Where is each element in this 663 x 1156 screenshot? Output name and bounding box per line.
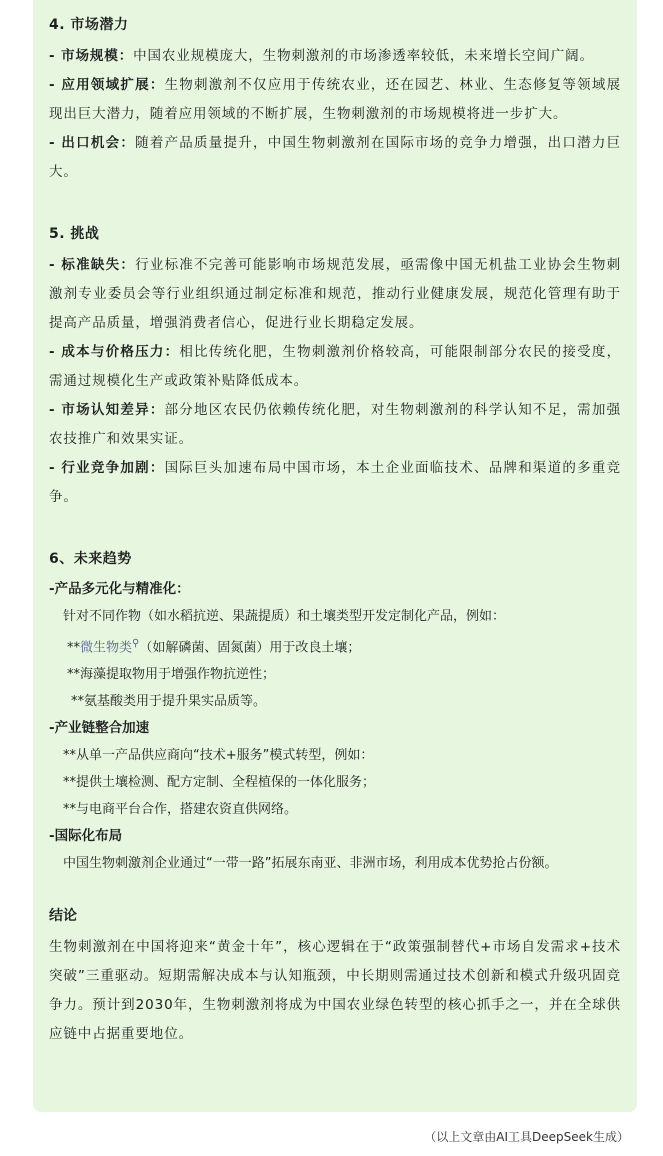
list-item bbox=[49, 454, 621, 512]
bullet-text: （如解磷菌、固氮菌）用于改良土壤； bbox=[139, 640, 361, 656]
bullet-prefix: ** bbox=[67, 640, 80, 656]
item-label: - 行业竞争加剧： bbox=[49, 460, 165, 476]
list-item bbox=[49, 251, 621, 338]
item-text: 部分地区农民仍依赖传统化肥，对生物刺激剂的科学认知不足，需加强农技推广和效果实证。 bbox=[49, 402, 621, 447]
conclusion-text: 生物刺激剂在中国将迎来“黄金十年”，核心逻辑在于“政策强制替代+市场自发需求+技术突破”三重驱动。短期需解决成本与认知瓶颈，中长期则需通过技术创新和模式升级巩固竞争力。预计到2030年，生物刺激剂将成为中国农业绿色转型的核心抓手之一，并在全球供应链中占据重要地位。 bbox=[49, 939, 621, 1043]
subsection-title: -国际化布局 bbox=[49, 828, 123, 845]
list-item bbox=[49, 71, 621, 129]
item-label: - 市场认知差异： bbox=[49, 402, 165, 418]
item-text: 行业标准不完善可能影响市场规范发展，亟需像中国无机盐工业协会生物刺激剂专业委员会等行业组织通过制定标准和规范，推动行业健康发展，规范化管理有助于提高产品质量，增强消费者信心，促进行业长期稳定发展。 bbox=[49, 257, 621, 331]
item-label: - 成本与价格压力： bbox=[49, 344, 180, 360]
list-item bbox=[49, 396, 621, 454]
item-text: 随着产品质量提升，中国生物刺激剂在国际市场的竞争力增强，出口潜力巨大。 bbox=[49, 135, 621, 180]
item-label: - 标准缺失： bbox=[49, 257, 136, 273]
item-text: 生物刺激剂不仅应用于传统农业，还在园艺、林业、生态修复等领域展现出巨大潜力，随着应用领域的不断扩展，生物刺激剂的市场规模将进一步扩大。 bbox=[49, 77, 621, 122]
bullet-line: **从单一产品供应商向“技术+服务”模式转型，例如： bbox=[63, 748, 374, 764]
article-card bbox=[33, 0, 637, 1112]
item-text: 中国农业规模庞大，生物刺激剂的市场渗透率较低，未来增长空间广阔。 bbox=[133, 48, 594, 64]
subsection-line: 针对不同作物（如水稻抗逆、果蔬提质）和土壤类型开发定制化产品，例如： bbox=[63, 609, 506, 624]
section-4-title: 4. 市场潜力 bbox=[49, 17, 129, 33]
item-text: 相比传统化肥，生物刺激剂价格较高，可能限制部分农民的接受度，需通过规模化生产或政策补贴降低成本。 bbox=[49, 344, 621, 389]
section-5-title: 5. 挑战 bbox=[49, 226, 100, 242]
subsection-title: -产品多元化与精准化： bbox=[49, 581, 190, 597]
subsection-line: 中国生物刺激剂企业通过“一带一路”拓展东南亚、非洲市场，利用成本优势抢占份额。 bbox=[63, 856, 558, 872]
subsection-title: -产业链整合加速 bbox=[49, 720, 150, 737]
bullet-line: **海藻提取物用于增强作物抗逆性； bbox=[67, 667, 276, 683]
item-label: - 应用领域扩展： bbox=[49, 77, 165, 93]
bullet-line: **氨基酸类用于提升果实品质等。 bbox=[71, 694, 267, 710]
bullet-line bbox=[49, 630, 621, 661]
item-label: - 出口机会： bbox=[49, 135, 136, 151]
bullet-line: **与电商平台合作，搭建农资直供网络。 bbox=[63, 802, 298, 818]
microbe-link[interactable]: 微生物类 bbox=[80, 640, 133, 656]
footer-note: （以上文章由AI工具DeepSeek生成） bbox=[424, 1130, 629, 1144]
conclusion-title: 结论 bbox=[49, 908, 77, 925]
list-item bbox=[49, 129, 621, 187]
item-label: - 市场规模： bbox=[49, 48, 134, 64]
search-icon[interactable]: ⚲ bbox=[132, 638, 140, 649]
section-6-title: 6、未来趋势 bbox=[49, 551, 132, 567]
list-item bbox=[49, 338, 621, 396]
bullet-line: **提供土壤检测、配方定制、全程植保的一体化服务； bbox=[63, 775, 376, 791]
list-item bbox=[49, 42, 621, 71]
item-text: 国际巨头加速布局中国市场，本土企业面临技术、品牌和渠道的多重竞争。 bbox=[49, 460, 621, 505]
